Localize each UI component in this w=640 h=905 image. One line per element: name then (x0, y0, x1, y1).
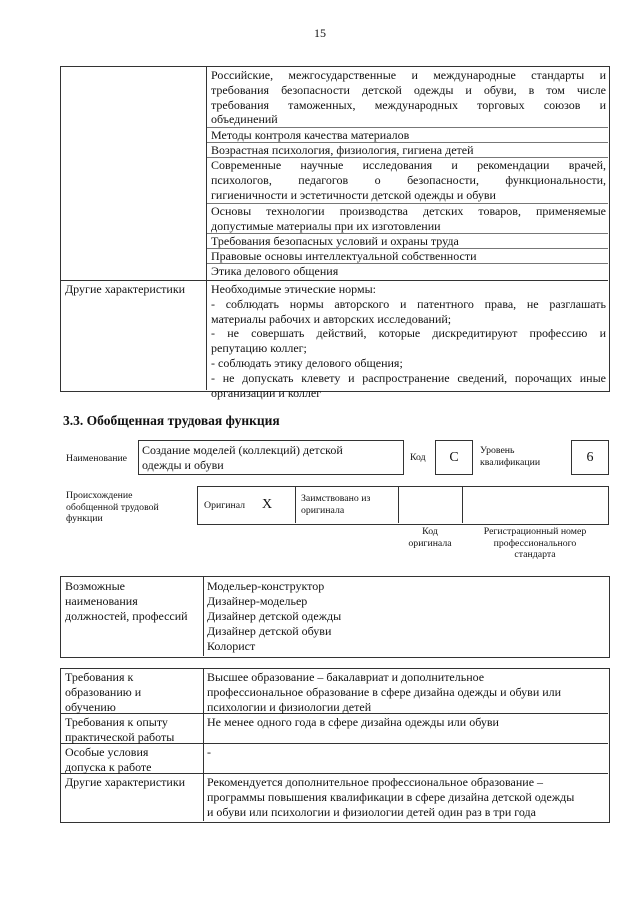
knowledge-item: Современные научные исследования и рекомендации врачей, психологов, педагогов о безопасности, функциональности, гигиеничности и эстетичности детской одежды и обуви (211, 158, 606, 202)
knowledge-item: Российские, межгосударственные и международные стандарты и требования безопасности детской одежды и обуви, в том числе требования таможенных, международных торговых союзов и объединений (211, 68, 606, 127)
origin-label: Происхождение обобщенной трудовой функции (66, 490, 159, 524)
knowledge-item: Основы технологии производства детских товаров, применяемые допустимые материалы при их изготовлении (211, 204, 606, 233)
registration-number-caption: Регистрационный номер профессионального стандарта (483, 526, 587, 560)
original-mark: X (262, 497, 273, 512)
knowledge-item: Этика делового общения (211, 264, 339, 278)
knowledge-item: Правовые основы интеллектуальной собственности (211, 249, 477, 263)
positions-list (207, 579, 341, 654)
page-number: 15 (314, 26, 326, 40)
knowledge-item: Методы контроля качества материалов (211, 128, 410, 142)
knowledge-item: Требования безопасных условий и охраны труда (211, 234, 459, 248)
positions-label: Возможные наименования должностей, профессий (65, 579, 188, 623)
experience-value: Не менее одного года в сфере дизайна одежды или обуви (207, 715, 499, 729)
position-item: Модельер-конструктор (207, 579, 325, 593)
special-conditions-value: - (207, 745, 211, 759)
section-heading: 3.3. Обобщенная трудовая функция (63, 413, 280, 428)
special-conditions-label: Особые условия допуска к работе (65, 745, 152, 774)
origin-table (197, 486, 609, 525)
position-item: Дизайнер-модельер (207, 594, 308, 608)
code-original-caption: Код оригинала (408, 526, 452, 549)
other-characteristics-label: Другие характеристики (65, 282, 186, 296)
level-box: 6 (571, 440, 609, 475)
code-label: Код (410, 452, 426, 463)
borrowed-label: Заимствовано из оригинала (301, 493, 371, 516)
position-item: Дизайнер детской обуви (207, 624, 332, 638)
education-value: Высшее образование – бакалавриат и дополнительное профессиональное образование в сфере дизайна одежды и обуви или психологии и физиологии детей (207, 670, 562, 714)
original-label: Оригинал (204, 500, 246, 511)
other-characteristics-label-2: Другие характеристики (65, 775, 186, 789)
other-characteristics-text: Необходимые этические нормы: - соблюдать нормы авторского и патентного права, не разглашать материалы рабочих и авторских исследований; - не совершать действий, которые дискредитируют профессию и репутацию коллег; - соблюдать этику делового общения; - не допускать клевету и распространение сведений, порочащих иные организации и коллег (211, 282, 606, 400)
code-box: С (435, 440, 473, 475)
position-item: Дизайнер детской одежды (207, 609, 342, 623)
function-name-box: Создание моделей (коллекций) детской одежды и обуви (138, 440, 404, 475)
experience-label: Требования к опыту практической работы (65, 715, 175, 744)
level-label: Уровень квалификации (480, 445, 541, 468)
knowledge-item: Возрастная психология, физиология, гигиена детей (211, 143, 474, 157)
name-label: Наименование (66, 453, 128, 464)
education-label: Требования к образованию и обучению (65, 670, 142, 714)
required-knowledge-list (208, 68, 606, 279)
other-characteristics-value-2: Рекомендуется дополнительное профессиональное образование – программы повышения квалификации в сфере дизайна детской одежды и обуви или психологии и физиологии детей один раз в три года (207, 775, 575, 819)
position-item: Колорист (207, 639, 256, 653)
